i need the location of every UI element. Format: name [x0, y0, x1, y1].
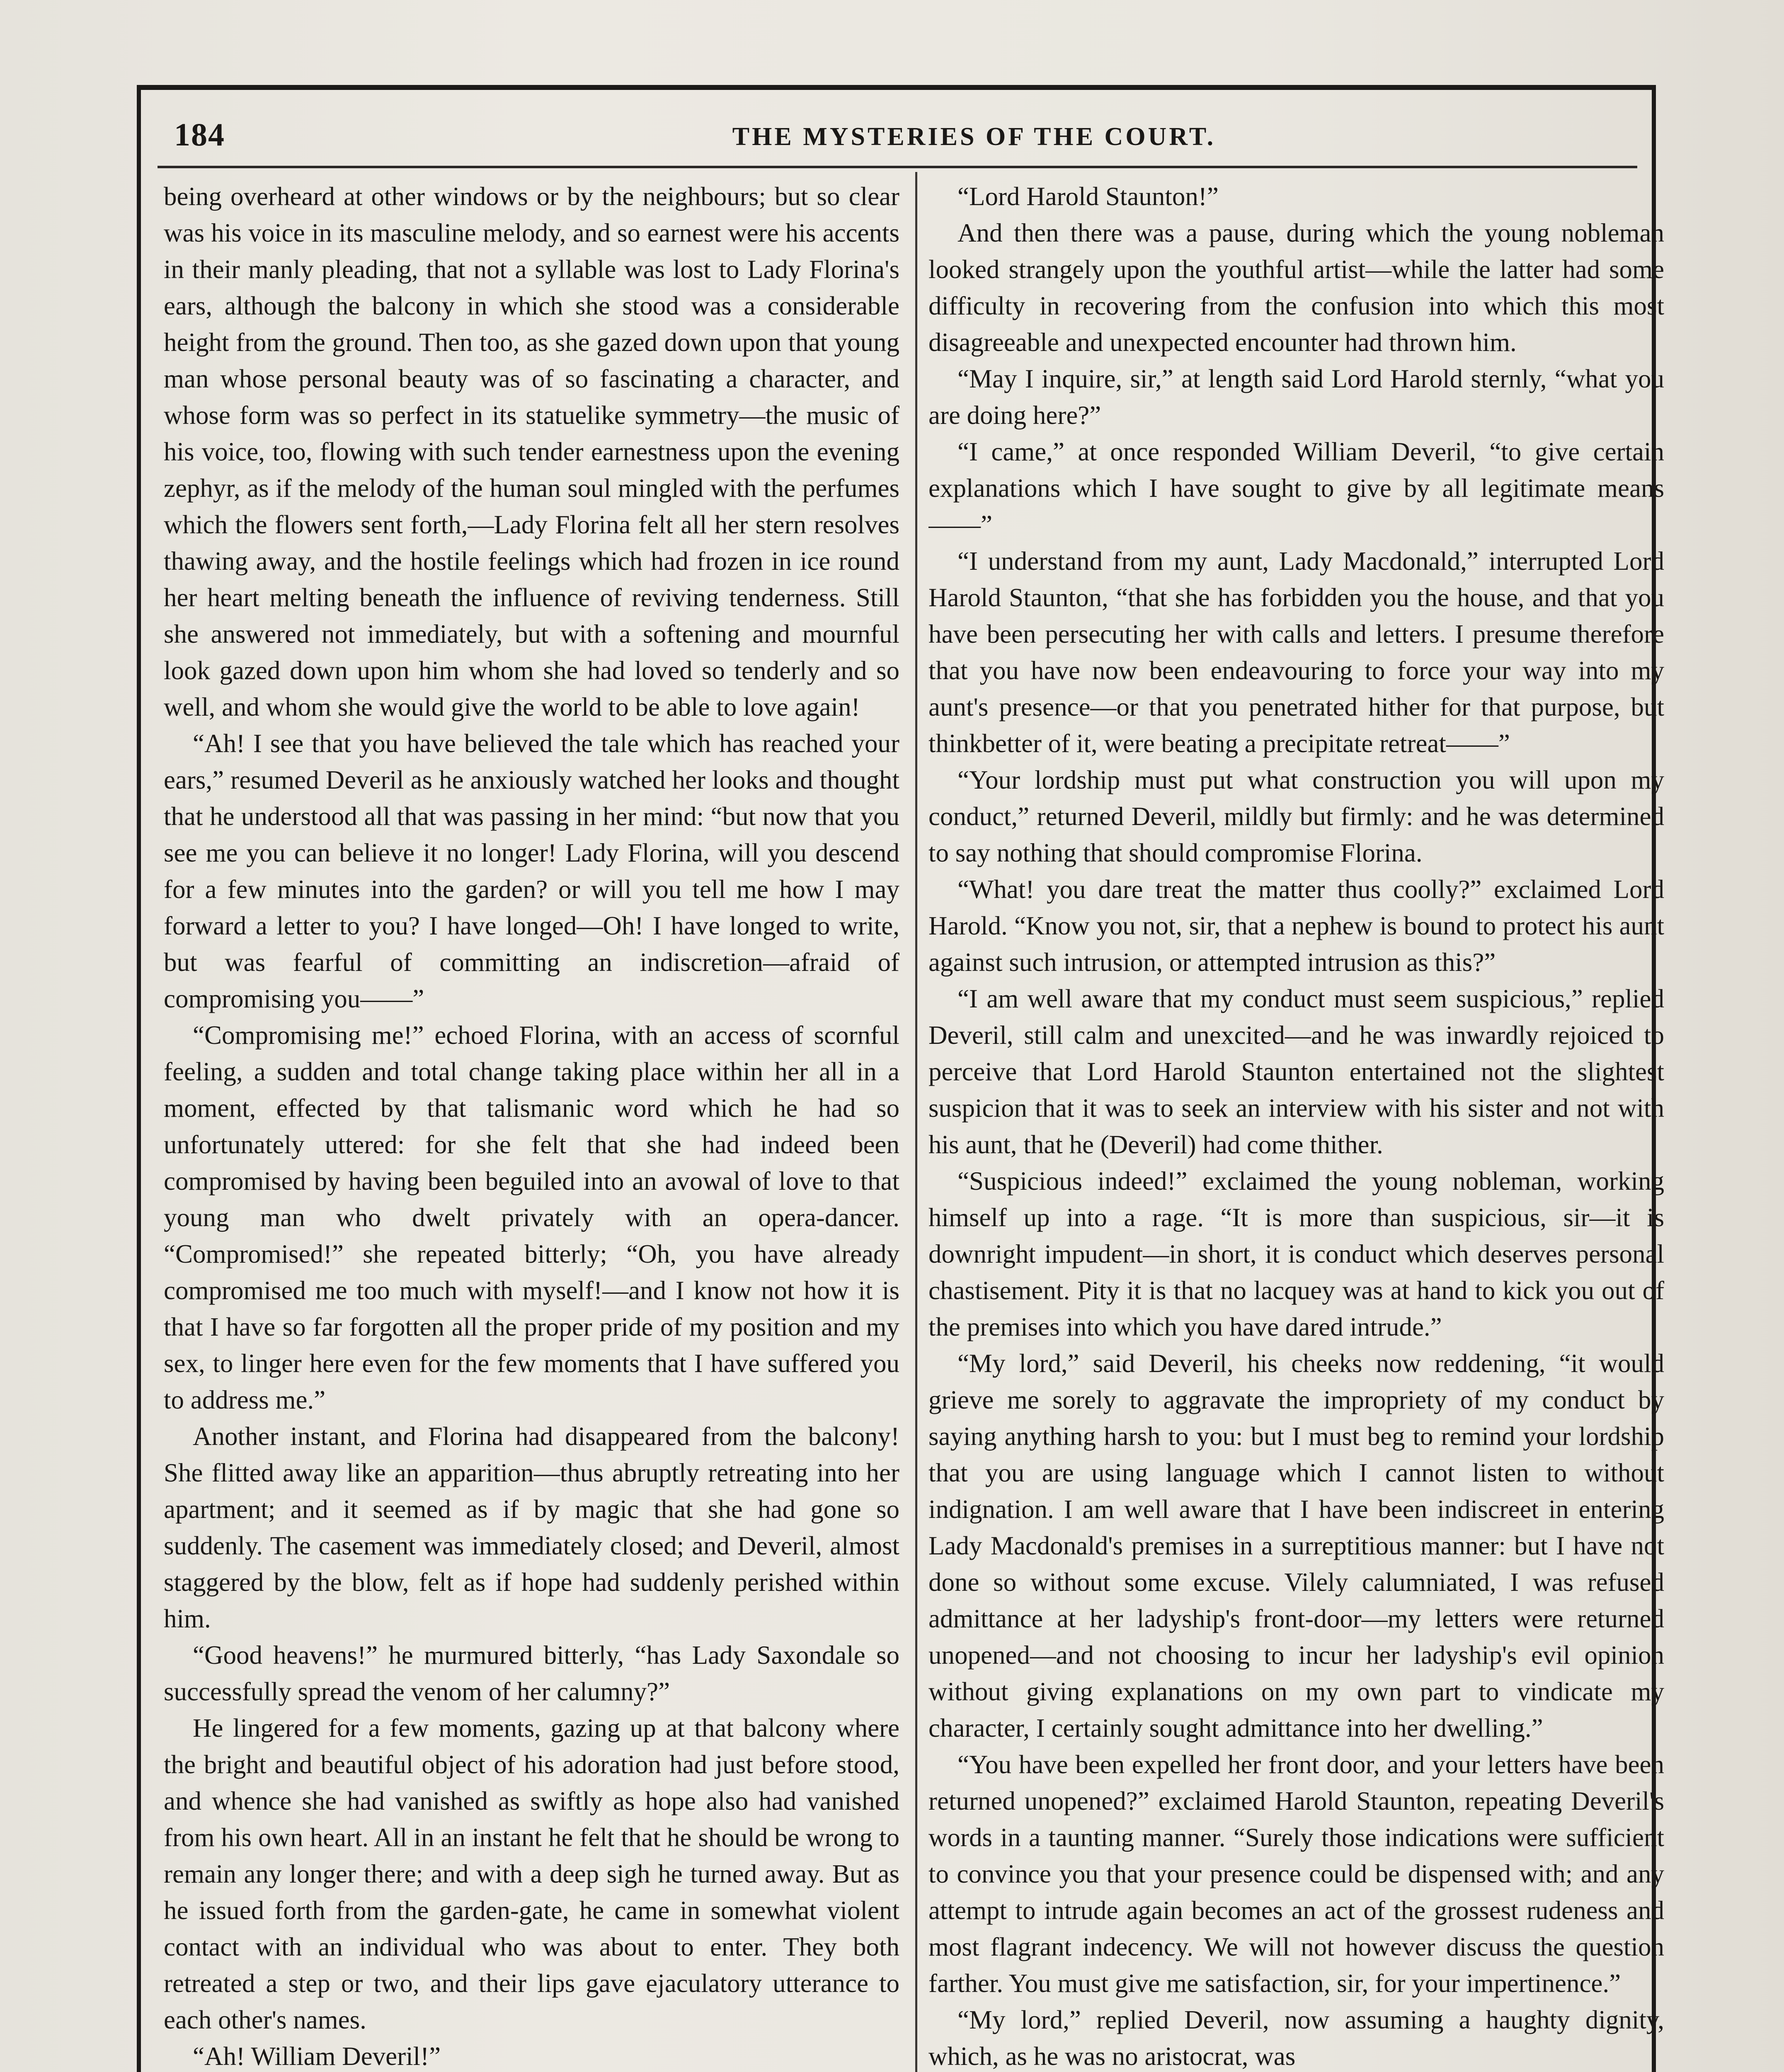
paragraph: “I came,” at once responded William Deveril, “to give certain explanations which I have sought to give by all legitimate means——”	[928, 437, 1664, 539]
running-head: THE MYSTERIES OF THE COURT.	[732, 123, 1216, 151]
paragraph: “Lord Harold Staunton!”	[957, 182, 1219, 211]
paragraph: “What! you dare treat the matter thus coolly?” exclaimed Lord Harold. “Know you not, sir, that a nephew is bound to protect his aunt against such intrusion, or attempted intrusion as this?”	[928, 875, 1664, 977]
paragraph: “My lord,” said Deveril, his cheeks now reddening, “it would grieve me sorely to aggravate the impropriety of my conduct by saying anything harsh to you: but I must beg to remind your lordship that you are using language which I cannot listen to without indignation. I am well aware that I have been indiscreet in entering Lady Macdonald's premises in a surreptitious manner: but I have not done so without some excuse. Vilely calumniated, I was refused admittance at her ladyship's front-door—my letters were returned unopened—and not choosing to incur her ladyship's evil opinion without giving explanations on my own part to vindicate my character, I certainly sought admittance into her dwelling.”	[928, 1349, 1664, 1743]
paragraph: Another instant, and Florina had disappeared from the balcony! She flitted away like an apparition—thus abruptly retreating into her apartment; and it seemed as if by magic that she had gone so suddenly. The casement was immediately closed; and Deveril, almost staggered by the blow, felt as if hope had suddenly perished within him.	[164, 1422, 899, 1633]
paragraph: being overheard at other windows or by the neighbours; but so clear was his voice in its masculine melody, and so earnest were his accents in their manly pleading, that not a syllable was lost to Lady Florina's ears, although the balcony in which she stood was a considerable height from the ground. Then too, as she gazed down upon that young man whose personal beauty was of so fascinating a character, and whose form was so perfect in its statuelike symmetry—the music of his voice, too, flowing with such tender earnestness upon the evening zephyr, as if the melody of the human soul mingled with the perfumes which the flowers sent forth,—Lady Florina felt all her stern resolves thawing away, and the hostile feelings which had frozen in ice round her heart melting beneath the influence of reviving tenderness. Still she answered not immediately, but with a softening and mournful look gazed down upon him whom she had loved so tenderly and so well, and whom she would give the world to be able to love again!	[164, 182, 899, 721]
column-divider	[915, 172, 917, 2072]
paragraph: “Ah! I see that you have believed the tale which has reached your ears,” resumed Deveril as he anxiously watched her looks and thought that he understood all that was passing in her mind: “but now that you see me you can believe it no longer! Lady Florina, will you descend for a few minutes into the garden? or will you tell me how I may forward a letter to you? I have longed—Oh! I have longed to write, but was fearful of committing an indiscretion—afraid of compromising you——”	[164, 729, 899, 1013]
paragraph: “Your lordship must put what construction you will upon my conduct,” returned Deveril, mildly but firmly: and he was determined to say nothing that should compromise Florina.	[928, 765, 1664, 867]
paragraph: “Suspicious indeed!” exclaimed the young nobleman, working himself up into a rage. “It is more than suspicious, sir—it is downright impudent—in short, it is conduct which deserves personal chastisement. Pity it is that no lacquey was at hand to kick you out of the premises into which you have dared intrude.”	[928, 1167, 1664, 1341]
page-number: 184	[174, 116, 225, 152]
header-rule	[158, 166, 1637, 168]
left-column	[164, 178, 899, 2072]
paragraph: “Ah! William Deveril!”	[193, 2042, 441, 2071]
paragraph: “Compromising me!” echoed Florina, with an access of scornful feeling, a sudden and total change taking place within her all in a moment, effected by that talismanic word which he had so unfortunately uttered: for she felt that she had indeed been compromised by having been beguiled into an avowal of love to that young man who dwelt privately with an opera-dancer. “Compromised!” she repeated bitterly; “Oh, you have already compromised me too much with myself!—and I know not how it is that I have so far forgotten all the proper pride of my position and my sex, to linger here even for the few moments that I have suffered you to address me.”	[164, 1021, 899, 1414]
paragraph: “Good heavens!” he murmured bitterly, “has Lady Saxondale so successfully spread the venom of her calumny?”	[164, 1641, 899, 1706]
frame-border-top	[137, 85, 1656, 90]
paragraph: And then there was a pause, during which the young nobleman looked strangely upon the youthful artist—while the latter had some difficulty in recovering from the confusion into which this most disagreeable and unexpected encounter had thrown him.	[928, 218, 1664, 357]
right-column	[928, 178, 1664, 2072]
paragraph: “May I inquire, sir,” at length said Lord Harold sternly, “what you are doing here?”	[928, 364, 1664, 430]
paragraph: “I am well aware that my conduct must seem suspicious,” replied Deveril, still calm and unexcited—and he was inwardly rejoiced to perceive that Lord Harold Staunton entertained not the slightest suspicion that it was to seek an interview with his sister and not with his aunt, that he (Deveril) had come thither.	[928, 984, 1664, 1159]
paragraph: He lingered for a few moments, gazing up at that balcony where the bright and beautiful object of his adoration had just before stood, and whence she had vanished as swiftly as hope also had vanished from his own heart. All in an instant he felt that he should be wrong to remain any longer there; and with a deep sigh he turned away. But as he issued forth from the garden-gate, he came in somewhat violent contact with an individual who was about to enter. They both retreated a step or two, and their lips gave ejaculatory utterance to each other's names.	[164, 1714, 899, 2034]
paragraph: “My lord,” replied Deveril, now assuming a haughty dignity, which, as he was no aristocrat, was	[928, 2005, 1664, 2071]
paragraph: “You have been expelled her front door, and your letters have been returned unopened?” exclaimed Harold Staunton, repeating Deveril's words in a taunting manner. “Surely those indications were sufficient to convince you that your presence could be dispensed with; and any attempt to intrude again becomes an act of the grossest rudeness and most flagrant indecency. We will not however discuss the question farther. You must give me satisfaction, sir, for your impertinence.”	[928, 1750, 1664, 1998]
paragraph: “I understand from my aunt, Lady Macdonald,” interrupted Lord Harold Staunton, “that she has forbidden you the house, and that you have been persecuting her with calls and letters. I presume therefore that you have now been endeavouring to force your way into my aunt's presence—or that you penetrated hither for that purpose, but thinkbetter of it, were beating a precipitate retreat——”	[928, 547, 1664, 758]
frame-border-left	[137, 85, 141, 2072]
